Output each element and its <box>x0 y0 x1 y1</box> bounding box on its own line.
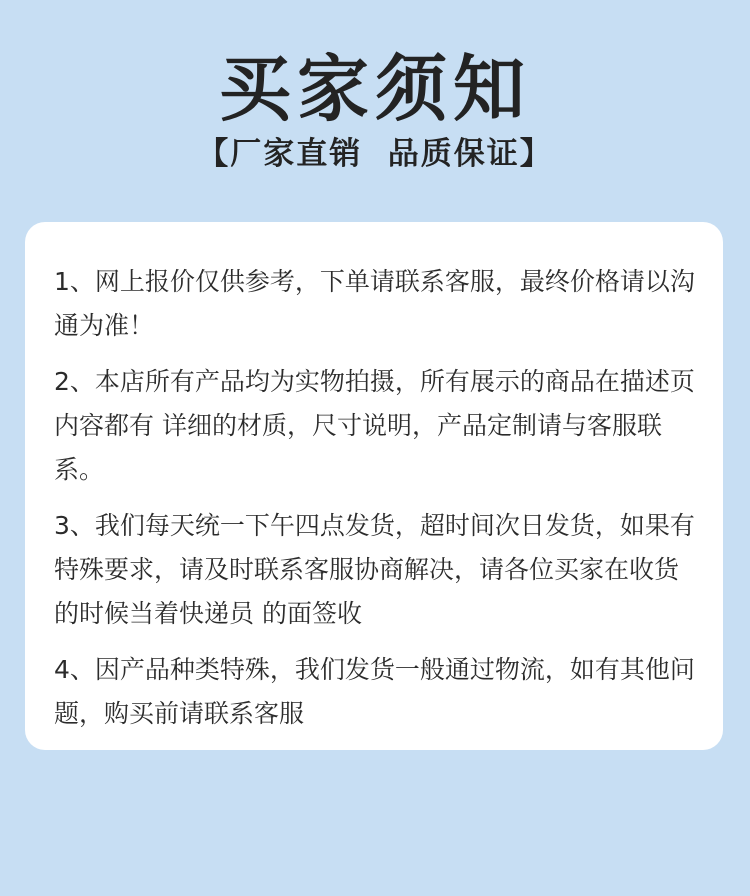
notice-card <box>25 222 723 750</box>
page-subtitle: 【厂家直销 品质保证】 <box>197 136 553 172</box>
notice-item-4: 4、因产品种类特殊，我们发货一般通过物流，如有其他问题，购买前请联系客服 <box>54 655 695 728</box>
notice-item-1: 1、网上报价仅供参考，下单请联系客服，最终价格请以沟通为准！ <box>54 267 695 340</box>
page-title: 买家须知 <box>218 47 531 131</box>
notice-item-3: 3、我们每天统一下午四点发货，超时间次日发货，如果有特殊要求，请及时联系客服协商解决，请各位买家在收货的时候当着快递员 的面签收 <box>54 511 695 628</box>
notice-item-2: 2、本店所有产品均为实物拍摄，所有展示的商品在描述页内容都有 详细的材质，尺寸说明，产品定制请与客服联系。 <box>54 367 695 484</box>
